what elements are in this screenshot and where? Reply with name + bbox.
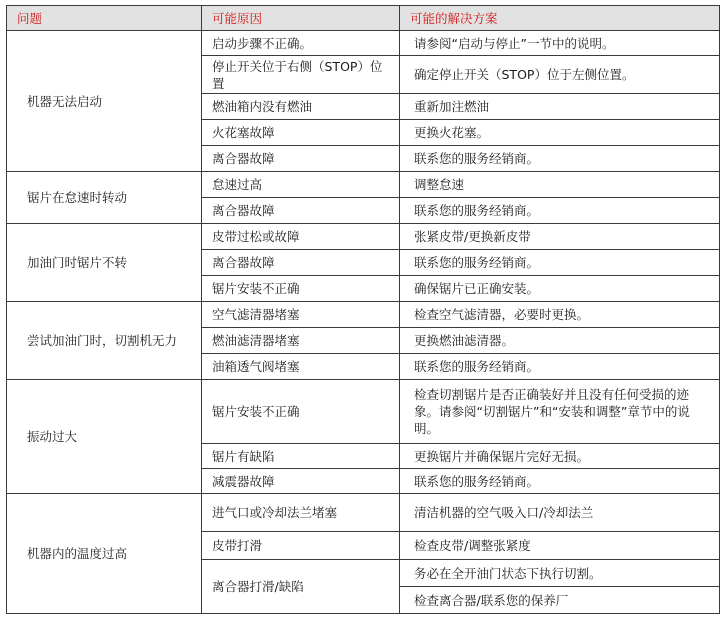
table-row	[7, 172, 720, 198]
cause-cell: 停止开关位于右侧（STOP）位置	[202, 56, 400, 94]
cause-cell: 皮带过松或故障	[202, 224, 400, 250]
solution-cell: 调整怠速	[400, 172, 720, 198]
cause-cell: 离合器打滑/缺陷	[202, 560, 400, 614]
solution-cell: 联系您的服务经销商。	[400, 198, 720, 224]
table-row	[7, 494, 720, 532]
header-cause: 可能原因	[202, 6, 400, 31]
cause-cell: 锯片有缺陷	[202, 444, 400, 469]
header-problem: 问题	[7, 6, 202, 31]
solution-cell: 更换燃油滤清器。	[400, 328, 720, 354]
solution-cell: 联系您的服务经销商。	[400, 469, 720, 494]
header-solution: 可能的解决方案	[400, 6, 720, 31]
solution-cell: 确保锯片已正确安装。	[400, 276, 720, 302]
cause-cell: 离合器故障	[202, 250, 400, 276]
cause-cell: 火花塞故障	[202, 120, 400, 146]
cause-cell: 启动步骤不正确。	[202, 31, 400, 56]
problem-cell: 锯片在怠速时转动	[7, 172, 202, 224]
cause-cell: 皮带打滑	[202, 532, 400, 560]
solution-cell: 联系您的服务经销商。	[400, 146, 720, 172]
solution-cell: 更换火花塞。	[400, 120, 720, 146]
troubleshooting-table	[6, 5, 720, 614]
cause-cell: 锯片安装不正确	[202, 276, 400, 302]
problem-cell: 加油门时锯片不转	[7, 224, 202, 302]
problem-cell: 机器内的温度过高	[7, 494, 202, 614]
solution-cell: 清洁机器的空气吸入口/冷却法兰	[400, 494, 720, 532]
cause-cell: 进气口或冷却法兰堵塞	[202, 494, 400, 532]
problem-cell: 机器无法启动	[7, 31, 202, 172]
solution-cell: 检查切割锯片是否正确装好并且没有任何受损的迹象。请参阅“切割锯片”和“安装和调整”章节中的说明。	[400, 380, 720, 444]
cause-cell: 燃油箱内没有燃油	[202, 94, 400, 120]
solution-cell: 检查离合器/联系您的保养厂	[400, 587, 720, 614]
table-row	[7, 31, 720, 56]
table-row	[7, 224, 720, 250]
solution-cell: 联系您的服务经销商。	[400, 354, 720, 380]
cause-cell: 离合器故障	[202, 146, 400, 172]
solution-cell: 确定停止开关（STOP）位于左侧位置。	[400, 56, 720, 94]
cause-cell: 燃油滤清器堵塞	[202, 328, 400, 354]
problem-cell: 尝试加油门时，切割机无力	[7, 302, 202, 380]
cause-cell: 空气滤清器堵塞	[202, 302, 400, 328]
cause-cell: 怠速过高	[202, 172, 400, 198]
table-row	[7, 380, 720, 444]
solution-cell: 请参阅“启动与停止”一节中的说明。	[400, 31, 720, 56]
cause-cell: 油箱透气阀堵塞	[202, 354, 400, 380]
cause-cell: 减震器故障	[202, 469, 400, 494]
solution-cell: 重新加注燃油	[400, 94, 720, 120]
cause-cell: 离合器故障	[202, 198, 400, 224]
header-row	[7, 6, 720, 31]
solution-cell: 务必在全开油门状态下执行切割。	[400, 560, 720, 587]
solution-cell: 联系您的服务经销商。	[400, 250, 720, 276]
cause-cell: 锯片安装不正确	[202, 380, 400, 444]
solution-cell: 检查空气滤清器，必要时更换。	[400, 302, 720, 328]
solution-cell: 张紧皮带/更换新皮带	[400, 224, 720, 250]
table-row	[7, 302, 720, 328]
solution-cell: 检查皮带/调整张紧度	[400, 532, 720, 560]
problem-cell: 振动过大	[7, 380, 202, 494]
solution-cell: 更换锯片并确保锯片完好无损。	[400, 444, 720, 469]
